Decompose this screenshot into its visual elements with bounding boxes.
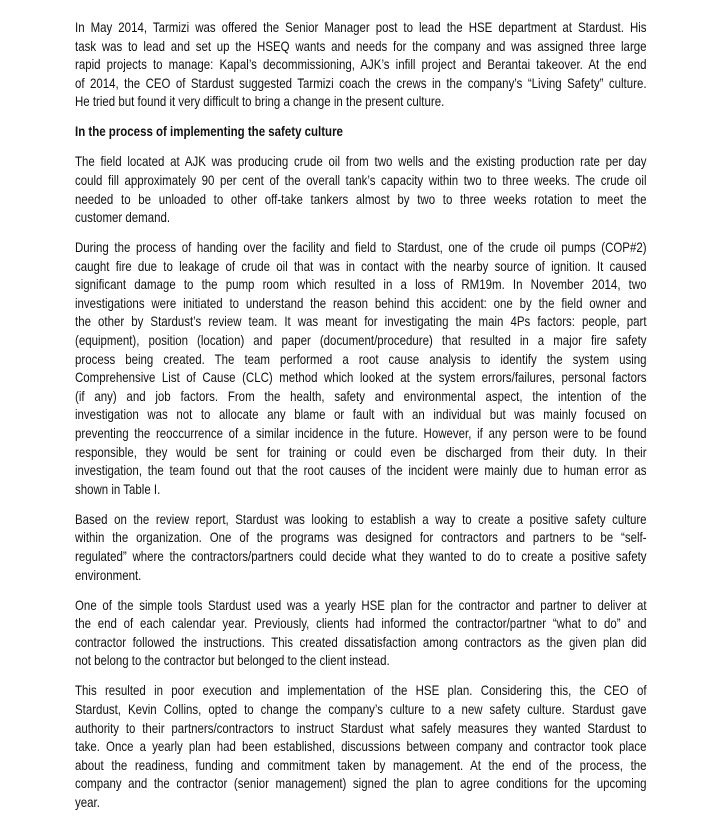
paragraph-line: shown in Table I.	[75, 480, 161, 497]
paragraph-line: investigation was not to allocate any blame or fault with an individual but was mainly focused on	[75, 406, 647, 423]
paragraph-line: In May 2014, Tarmizi was offered the Senior Manager post to lead the HSE department at Stardust. His	[75, 19, 647, 35]
paragraph-line: One of the simple tools Stardust used was a yearly HSE plan for the contractor and partner to deliver at	[75, 596, 647, 613]
paragraph-line: He tried but found it very difficult to bring a change in the present culture.	[75, 93, 445, 110]
paragraph-line: customer demand.	[75, 209, 171, 226]
paragraph-line: could fill approximately 90 per cent of the overall tank’s capacity within two to three weeks. The crude oil	[75, 171, 647, 188]
paragraph	[75, 152, 647, 226]
paragraph-line: not belong to the contractor but belonged to the client instead.	[75, 652, 390, 669]
document-body	[75, 18, 647, 823]
paragraph-line: of 2014, the CEO of Stardust suggested Tarmizi coach the crews in the company’s “Living Safety” culture.	[75, 74, 647, 91]
paragraph-line: rapid projects to manage: Kapal’s decommissioning, AJK’s infill project and Berantai takeover. At the end	[75, 56, 647, 73]
paragraph-line: task was to lead and set up the HSEQ wants and needs for the company and was assigned three large	[75, 37, 647, 54]
paragraph	[75, 18, 647, 111]
paragraph-line: the end of each calendar year. Previously, clients had informed the contractor/partner “what to do” and	[75, 615, 647, 632]
paragraph-line: This resulted in poor execution and implementation of the HSE plan. Considering this, the CEO of	[75, 682, 647, 699]
paragraph-line: authority to their partners/contractors to instruct Stardust what safely measures they wanted Stardust to	[75, 719, 647, 736]
paragraph-line: investigations were initiated to understand the reason behind this accident: one by the field owner and	[75, 294, 647, 311]
paragraph-line: caught fire due to leakage of crude oil that was in contact with the nearby source of ignition. It caused	[75, 257, 647, 274]
paragraph-line: preventing the reoccurrence of a similar incidence in the future. However, if any person were to be found	[75, 425, 647, 442]
paragraph-line: company and the contractor (senior management) signed the plan to agree conditions for the upcoming	[75, 775, 647, 792]
paragraph-line: Based on the review report, Stardust was looking to establish a way to create a positive safety culture	[75, 510, 647, 527]
paragraph-line: year.	[75, 793, 100, 810]
paragraph-line: (equipment), position (location) and paper (document/procedure) that resulted in a major fire safety	[75, 332, 647, 349]
paragraph-line: The field located at AJK was producing crude oil from two wells and the existing production rate per day	[75, 153, 647, 170]
paragraph-line: responsible, they would be sent for training or could even be discharged from their duty. In their	[75, 443, 647, 460]
paragraph-line: Comprehensive List of Cause (CLC) method which looked at the system errors/failures, personal factors	[75, 369, 647, 386]
paragraph-line: Stardust, Kevin Collins, opted to change the company’s culture to a new safety culture. Stardust gave	[75, 700, 647, 717]
paragraph-line: environment.	[75, 566, 142, 583]
paragraph-line: investigation, the team found out that the root causes of the incident were mainly due to human error as	[75, 462, 647, 479]
paragraph	[75, 238, 647, 498]
paragraph-line: within the organization. One of the programs was designed for contractors and partners to be “self-	[75, 529, 647, 546]
paragraph	[75, 681, 647, 811]
paragraph-line: take. Once a yearly plan had been established, discussions between company and contractor took place	[75, 738, 647, 755]
paragraph	[75, 596, 647, 670]
paragraph-line: about the readiness, funding and commitment taken by management. At the end of the process, the	[75, 756, 647, 773]
paragraph-line: needed to be unloaded to other off-take tankers almost by two to three weeks rotation to meet the	[75, 190, 647, 207]
paragraph-line: regulated” where the contractors/partners could decide what they wanted to do to create a positive safety	[75, 548, 647, 564]
paragraph-line: significant damage to the pump room which resulted in a loss of RM19m. In November 2014, two	[75, 276, 647, 293]
paragraph	[75, 510, 647, 584]
paragraph-line: the other by Stardust’s review team. It was meant for investigating the main 4Ps factors: people, part	[75, 313, 647, 330]
paragraph-line: contractor followed the instructions. This created dissatisfaction among contractors as the given plan did	[75, 633, 647, 650]
paragraph-line: During the process of handing over the facility and field to Stardust, one of the crude oil pumps (COP#2)	[75, 239, 647, 256]
section-heading: In the process of implementing the safety culture	[75, 123, 343, 140]
paragraph-line: process being created. The team performed a root cause analysis to identify the system using	[75, 350, 647, 367]
paragraph-line: (if any) and job factors. From the health, safety and environmental aspect, the intention of the	[75, 387, 647, 404]
